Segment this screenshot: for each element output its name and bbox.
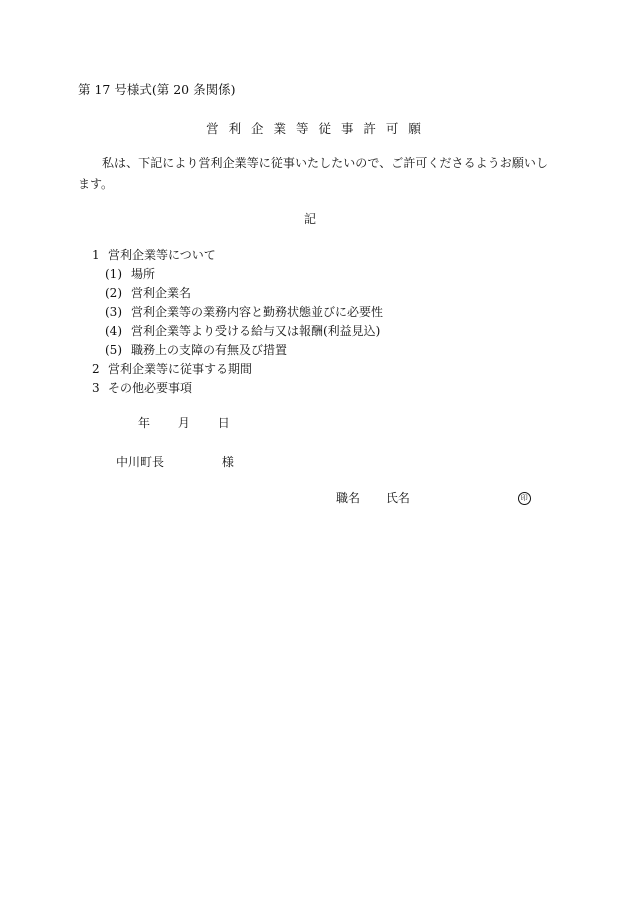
item-label: 営利企業名 bbox=[131, 286, 192, 300]
item-label: 職務上の支障の有無及び措置 bbox=[131, 343, 288, 357]
item-number: 1 bbox=[92, 248, 100, 262]
date-line bbox=[138, 416, 230, 430]
position-label: 職名 bbox=[336, 491, 361, 505]
item-number: 2 bbox=[92, 362, 100, 376]
item-number: (2) bbox=[105, 286, 122, 300]
item-number: 3 bbox=[92, 381, 100, 395]
document-title: 営 利 企 業 等 従 事 許 可 願 bbox=[206, 121, 424, 136]
item-number: (3) bbox=[105, 305, 122, 319]
item-label: 営利企業等より受ける給与又は報酬(利益見込) bbox=[131, 324, 381, 338]
ki-heading: 記 bbox=[303, 212, 316, 226]
request-paragraph: 私は、下記により営利企業等に従事いたしたいので、ご許可くださるようお願いします。 bbox=[78, 156, 548, 191]
item-label: 営利企業等に従事する期間 bbox=[108, 362, 253, 376]
item-number: (5) bbox=[105, 343, 122, 357]
item-number: (1) bbox=[105, 267, 122, 281]
addressee-name: 中川町長 bbox=[116, 455, 165, 469]
item-label: その他必要事項 bbox=[108, 381, 193, 395]
date-day-label: 日 bbox=[217, 416, 230, 430]
item-number: (4) bbox=[105, 324, 122, 338]
addressee bbox=[116, 455, 234, 469]
form-number: 第 17 号様式(第 20 条関係) bbox=[78, 82, 236, 97]
date-year-label: 年 bbox=[138, 416, 151, 430]
name-label: 氏名 bbox=[385, 491, 410, 505]
item-label: 営利企業等について bbox=[108, 248, 216, 262]
addressee-honorific: 様 bbox=[221, 455, 234, 469]
signature-line bbox=[336, 491, 531, 505]
item-label: 営利企業等の業務内容と勤務状態並びに必要性 bbox=[131, 305, 384, 319]
item-label: 場所 bbox=[131, 267, 156, 281]
date-month-label: 月 bbox=[177, 416, 190, 430]
seal-icon: 印 bbox=[518, 492, 531, 505]
